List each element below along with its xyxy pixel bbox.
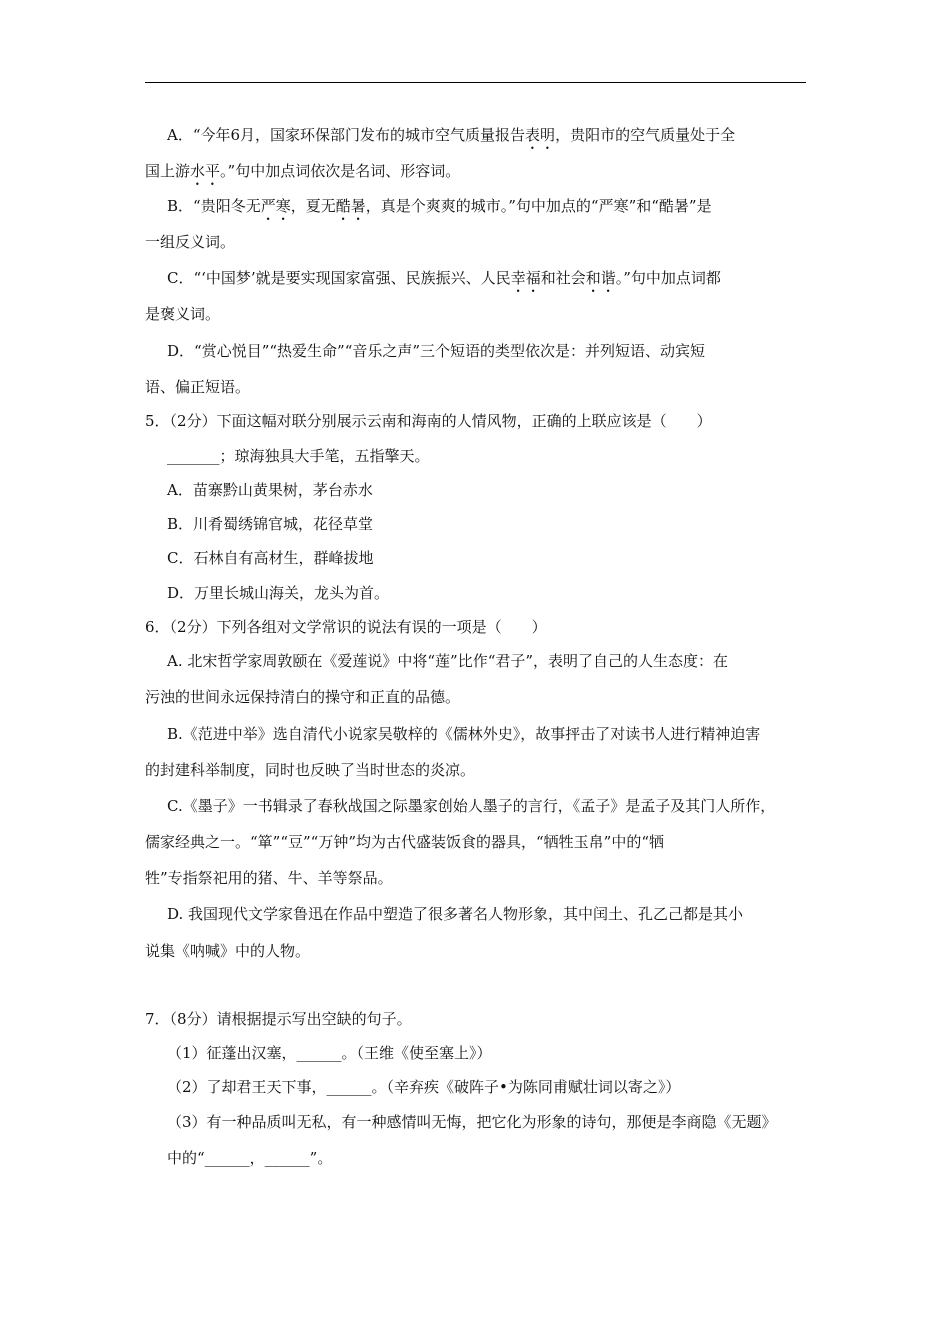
q6-option-b-line2: 的封建科举制度，同时也反映了当时世态的炎凉。 xyxy=(145,761,476,779)
q5-stem: 5．（2分）下面这幅对联分别展示云南和海南的人情风物，正确的上联应该是（ ） xyxy=(145,412,712,430)
q7-item-3-line1: （3）有一种品质叫无私，有一种感情叫无悔，把它化为形象的诗句，那便是李商隐《无题》 xyxy=(167,1113,777,1131)
q4-option-b-line1: B．“贵阳冬无严寒，夏无酷暑，真是个爽爽的城市。”句中加点的“严寒”和“酷暑”是 xyxy=(167,197,712,215)
q4-option-c-line1: C．“‘中国梦’就是要实现国家富强、民族振兴、人民幸福和社会和谐。”句中加点词都 xyxy=(167,269,721,287)
q4-option-b-line2: 一组反义词。 xyxy=(145,233,236,251)
q6-option-a-line1: A. 北宋哲学家周敦颐在《爱莲说》中将“莲”比作“君子”，表明了自己的人生态度：在 xyxy=(167,652,729,670)
q7-item-2: （2）了却君王天下事，______。（辛弃疾《破阵子•为陈同甫赋壮词以寄之》） xyxy=(167,1078,681,1096)
header-rule xyxy=(145,82,806,83)
q4-option-d-line2: 语、偏正短语。 xyxy=(145,378,251,396)
q7-stem: 7．（8分）请根据提示写出空缺的句子。 xyxy=(145,1010,412,1028)
q4-option-d-line1: D．“赏心悦目”“热爱生命”“音乐之声”三个短语的类型依次是：并列短语、动宾短 xyxy=(167,342,706,360)
q5-option-b: B．川肴蜀绣锦官城，花径草堂 xyxy=(167,515,374,533)
q6-option-a-line2: 污浊的世间永远保持清白的操守和正直的品德。 xyxy=(145,688,461,706)
q5-stem-line2: _______；琼海独具大手笔，五指擎天。 xyxy=(167,447,430,465)
q5-option-c: C．石林自有高材生，群峰拔地 xyxy=(167,549,374,567)
q6-option-b-line1: B.《范进中举》选自清代小说家吴敬梓的《儒林外史》，故事抨击了对读书人进行精神迫害 xyxy=(167,725,761,743)
q5-option-a: A．苗寨黔山黄果树，茅台赤水 xyxy=(167,481,373,499)
q4-option-a-line2: 国上游水平。”句中加点词依次是名词、形容词。 xyxy=(145,162,461,180)
q4-option-c-line2: 是褒义词。 xyxy=(145,305,221,323)
q5-option-d: D．万里长城山海关，龙头为首。 xyxy=(167,584,390,602)
q6-option-c-line3: 牲”专指祭祀用的猪、牛、羊等祭品。 xyxy=(145,869,393,887)
q7-item-1: （1）征蓬出汉塞，______。（王维《使至塞上》） xyxy=(167,1044,492,1062)
q6-stem: 6．（2分）下列各组对文学常识的说法有误的一项是（ ） xyxy=(145,618,547,636)
q6-option-d-line2: 说集《呐喊》中的人物。 xyxy=(145,942,311,960)
q6-option-c-line1: C.《墨子》一书辑录了春秋战国之际墨家创始人墨子的言行，《孟子》是孟子及其门人所作， xyxy=(167,797,776,815)
q6-option-c-line2: 儒家经典之一。“箪”“豆”“万钟”均为古代盛装饭食的器具，“牺牲玉帛”中的“牺 xyxy=(145,833,665,851)
q7-item-3-line2: 中的“______，______”。 xyxy=(167,1149,333,1167)
q6-option-d-line1: D. 我国现代文学家鲁迅在作品中塑造了很多著名人物形象，其中闰土、孔乙己都是其小 xyxy=(167,905,744,923)
q4-option-a-line1: A．“今年6月，国家环保部门发布的城市空气质量报告表明，贵阳市的空气质量处于全 xyxy=(167,126,736,144)
